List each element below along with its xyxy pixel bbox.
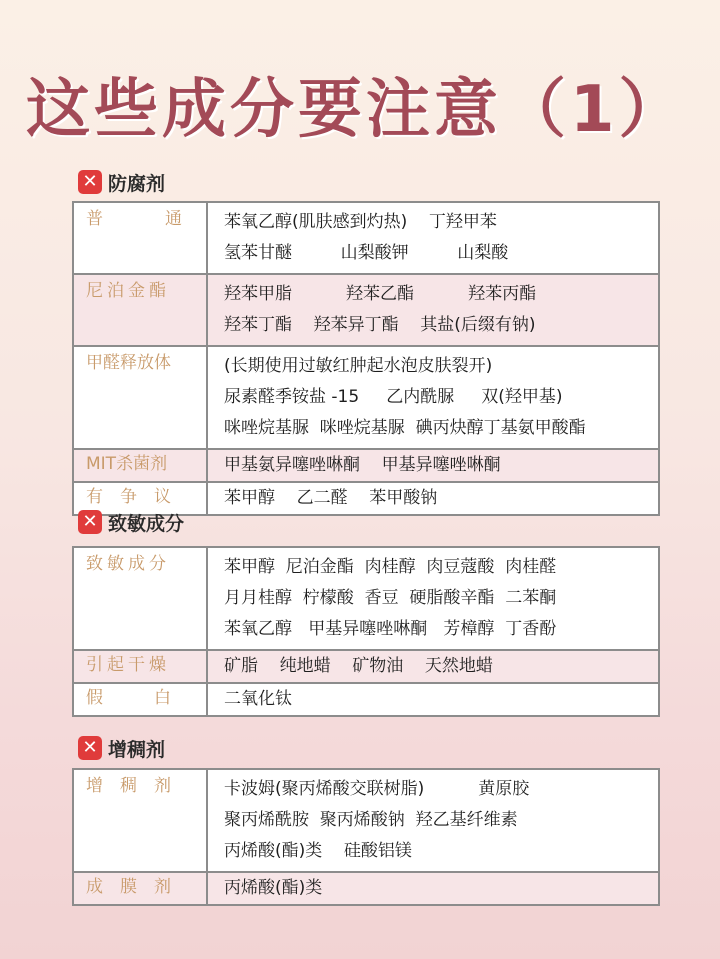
row-items: 苯甲醇 尼泊金酯 肉桂醇 肉豆蔻酸 肉桂醛 月月桂醇 柠檬酸 香豆 硬脂酸辛酯 二苯酮 苯氧乙醇 甲基异噻唑啉酮 芳樟醇 丁香酚 xyxy=(207,547,659,650)
section-title: 防腐剂 xyxy=(108,172,166,195)
row-category: MIT杀菌剂 xyxy=(73,449,207,482)
cross-mark-icon: ✕ xyxy=(78,170,102,194)
page-title: 这些成分要注意（1） xyxy=(26,73,687,147)
section-header-thickeners xyxy=(78,734,165,762)
section-title: 增稠剂 xyxy=(108,738,166,761)
table-row xyxy=(73,769,659,872)
row-category: 普 通 xyxy=(73,202,207,274)
row-items: 苯甲醇 乙二醛 苯甲酸钠 xyxy=(207,482,659,515)
table-row xyxy=(73,683,659,716)
cross-mark-icon: ✕ xyxy=(78,736,102,760)
row-category: 甲醛释放体 xyxy=(73,346,207,449)
row-items: (长期使用过敏红肿起水泡皮肤裂开) 尿素醛季铵盐 -15 乙内酰脲 双(羟甲基) 咪唑烷基脲 咪唑烷基脲 碘丙炔醇丁基氨甲酸酯 xyxy=(207,346,659,449)
preservatives-table xyxy=(72,201,660,516)
allergens-table xyxy=(72,546,660,717)
row-category: 成 膜 剂 xyxy=(73,872,207,905)
table-row xyxy=(73,547,659,650)
row-category: 引起干燥 xyxy=(73,650,207,683)
section-title: 致敏成分 xyxy=(108,512,185,535)
row-items: 羟苯甲脂 羟苯乙酯 羟苯丙酯 羟苯丁酯 羟苯异丁酯 其盐(后缀有钠) xyxy=(207,274,659,346)
cross-mark-icon: ✕ xyxy=(78,510,102,534)
section-header-allergens xyxy=(78,508,184,536)
row-category: 增 稠 剂 xyxy=(73,769,207,872)
table-row xyxy=(73,202,659,274)
thickeners-table xyxy=(72,768,660,906)
row-category: 假 白 xyxy=(73,683,207,716)
table-row xyxy=(73,650,659,683)
row-items: 矿脂 纯地蜡 矿物油 天然地蜡 xyxy=(207,650,659,683)
row-category: 有 争 议 xyxy=(73,482,207,515)
table-row xyxy=(73,346,659,449)
table-row xyxy=(73,449,659,482)
section-header-preservatives xyxy=(78,168,165,196)
row-items: 甲基氨异噻唑啉酮 甲基异噻唑啉酮 xyxy=(207,449,659,482)
row-category: 致敏成分 xyxy=(73,547,207,650)
row-items: 丙烯酸(酯)类 xyxy=(207,872,659,905)
row-items: 卡波姆(聚丙烯酸交联树脂) 黄原胶 聚丙烯酰胺 聚丙烯酸钠 羟乙基纤维素 丙烯酸(酯)类 硅酸铝镁 xyxy=(207,769,659,872)
table-row xyxy=(73,274,659,346)
table-row xyxy=(73,872,659,905)
row-category: 尼泊金酯 xyxy=(73,274,207,346)
row-items: 二氧化钛 xyxy=(207,683,659,716)
row-items: 苯氧乙醇(肌肤感到灼热) 丁羟甲苯 氢苯甘醚 山梨酸钾 山梨酸 xyxy=(207,202,659,274)
